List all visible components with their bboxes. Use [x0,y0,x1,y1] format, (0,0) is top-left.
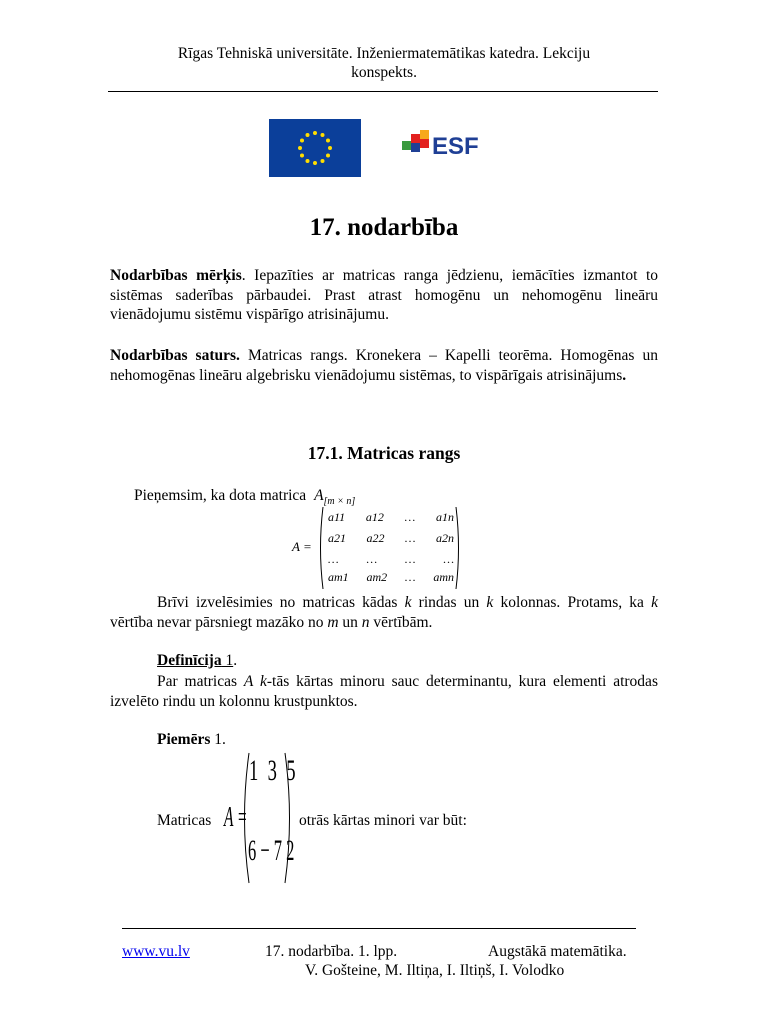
matrix-cell: a1n [435,510,454,524]
right-paren [455,506,461,590]
matrix-row-1 [328,510,454,531]
example-label: Piemērs [157,731,211,748]
definition-heading [157,652,237,670]
m-var: m [327,613,339,631]
intro-text: Pieņemsim, ka dota matrica [134,487,307,504]
content-label: Nodarbības saturs. [110,347,240,364]
intro-line [134,487,355,507]
definition-text [110,672,658,711]
esf-logo-icon [400,127,480,159]
matrix-cell: … [443,552,454,566]
matrix-cell: … [404,552,416,566]
def-text-1: Par matricas [157,673,244,690]
matrix-cell: … [404,510,416,524]
lesson-title: 17. nodarbība [309,214,459,241]
header-line-2: konspekts. [351,64,417,81]
content-paragraph [110,346,658,385]
matrix-cell: a21 [328,531,346,545]
example-matrix-row-1: 1 3 5 [249,754,296,787]
matrix-cell: … [404,570,416,584]
intro-symbol: A [314,487,324,504]
eu-stars [269,119,361,177]
esf-text: ESF [432,133,479,159]
goal-paragraph [110,266,658,325]
esf-logo [400,127,480,159]
goal-text: . Iepazīties ar matricas ranga jēdzienu, iemācīties izmantot to sistēmas saderības pārbaudei. Prast atrast homogēnu un nehomogēnu lineāru vienādojumu sistēmu vispārīgo atrisinājumu. [110,267,658,323]
n-var: n [361,613,370,631]
example-dot: . [221,731,226,748]
k-paragraph [110,593,658,632]
example-matrix-label: A = [224,802,248,833]
example-heading [157,731,226,749]
definition-label: Definīcija [157,652,222,669]
k-text-4: vērtība nevar pārsniegt mazāko no [110,613,328,631]
def-var-a: A [243,673,254,690]
footer-page-info: 17. nodarbība. 1. lpp. [265,943,398,960]
matrix-cell: am1 [328,570,349,584]
footer-authors: V. Gošteine, M. Iltiņa, I. Iltiņš, I. Volodko [305,962,565,979]
k-text-2: rindas un [411,594,487,611]
matrix-row-2 [328,531,454,552]
intro-subscript: [m × n] [323,496,356,508]
footer-course: Augstākā matemātika. [488,943,627,960]
k-text-1: Brīvi izvelēsimies no matricas kādas [157,594,405,611]
k-text-5: un [338,613,362,631]
matrix-row-4 [328,570,454,591]
def-var-k: k [253,673,267,690]
k-var: k [651,594,658,611]
matrix-cell: a2n [435,531,454,545]
footer-rule [122,928,636,929]
example-before: Matricas [157,812,212,829]
k-var: k [404,594,412,611]
example-after: otrās kārtas minori var būt: [299,812,467,829]
definition-number: 1 [221,652,234,669]
matrix-cell: … [404,531,416,545]
goal-label: Nodarbības mērķis [110,267,242,284]
example-number: 1 [210,731,222,748]
matrix-cell: … [328,552,339,566]
matrix-lhs: A = [292,539,312,554]
matrix-row-3 [328,552,454,570]
matrix-cell: amn [433,570,454,584]
example-matrix-row-2: 6 − 7 2 [248,834,295,867]
matrix-cell: a22 [366,531,385,545]
definition-dot: . [233,652,238,669]
header-line-1: Rīgas Tehniskā universitāte. Inženiermatemātikas katedra. Lekciju [177,45,591,62]
document-header [100,44,668,82]
section-title: 17.1. Matricas rangs [307,443,461,463]
content-end: . [622,366,627,384]
def-text-2: -tās kārtas minoru sauc determinantu, kura elementi atrodas izvelēto rindu un kolonnu krustpunktos. [110,673,658,710]
matrix-body [328,510,454,591]
k-text-6: vērtībām. [369,613,433,631]
left-paren [318,506,324,590]
header-rule [108,91,658,92]
matrix-cell: am2 [366,570,388,584]
general-matrix [292,506,472,590]
matrix-cell: a11 [328,510,346,524]
matrix-cell: … [366,552,378,566]
k-var: k [486,594,494,611]
matrix-cell: a12 [365,510,384,524]
k-text-3: kolonnas. Protams, ka [493,594,652,611]
eu-flag-icon [269,119,361,177]
content-text: Matricas rangs. Kronekera – Kapelli teorēma. Homogēnas un nehomogēnas lineāru algebrisku vienādojumu sistēmas, to vispārīgais atrisinājums [110,347,658,384]
footer-link[interactable]: www.vu.lv [122,943,190,960]
